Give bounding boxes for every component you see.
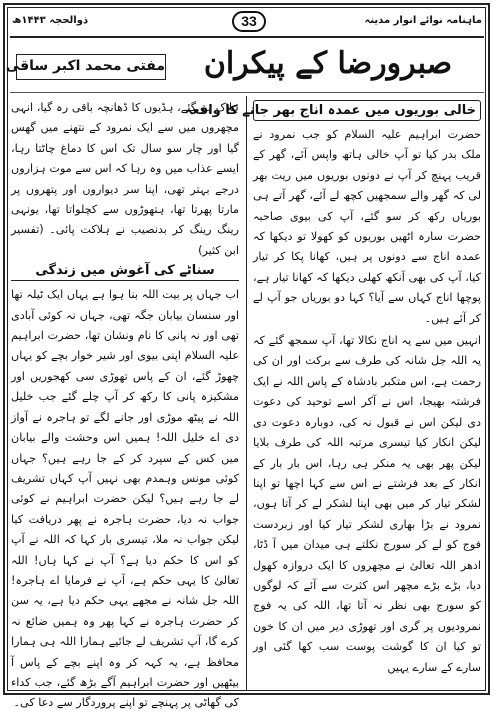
article-title: صبرورضا کے پیکران [203,46,453,81]
page-number: 33 [232,11,266,32]
left-paragraph-1: ہلاک ہو گئے، ہڈیوں کا ڈھانچہ باقی رہ گیا، انہی مچھروں میں سے ایک نمرود کے نتھنے میں گھس گیا اور چار سو سال تک اس کا دماغ چاٹتا رہا، ایسے عذاب میں وہ رہا کہ اس سے موت ہزاروں درجے بہتر تھی، اپنا سر دیواروں اور پتھروں پر مارتا پھرتا تھا، ہتھوڑوں سے کچلواتا تھا، یونہی رینگ رینگ کر بدنصیب نے ہلاکت پائی۔ (تفسیر ابن کثیر) [11,101,239,257]
magazine-name: ماہنامہ نوائے انوار مدینہ [364,15,482,26]
header-divider [10,36,484,38]
title-divider [10,92,484,93]
page-header [10,11,484,34]
author-box: مفتی محمد اکبر ساقی [16,54,166,80]
left-paragraph-2: اب جہاں پر بیت اللہ بنا ہوا ہے یہاں ایک ٹیلہ تھا اور سنسان بیابان جگہ تھی، جہاں نہ کوئی آبادی تھی اور نہ پانی کا نام ونشان تھا، حضرت ابراہیم علیہ السلام اپنی بیوی اور شیر خوار بچے کو یہاں چھوڑ گئے، ان کے پاس تھوڑی سی کھجوریں اور مشکیزہ پانی کا رکھ کر آپ چلے گئے جب خلیل اللہ نے پیٹھ موڑی اور جانے لگے تو ہاجرہ نے آواز دی اے خلیل اللہ! ہمیں اس وحشت والے بیابان میں کس کے سپرد کر کے جا رہے ہیں؟ جہاں کوئی مونس وہمدم بھی نہیں آپ کہاں تشریف لے جا رہے ہیں؟ لیکن حضرت ابراہیم نے کوئی جواب نہ دیا، حضرت ہاجرہ نے پھر دریافت کیا لیکن جواب نہ ملا، تیسری بار کہا کہ اللہ نے آپ کو اس کا حکم دیا ہے؟ آپ نے کہا ہاں! اللہ تعالیٰ کا یہی حکم ہے، آپ نے فرمایا اے ہاجرہ! اللہ جل شانہ نے مجھے یہی حکم دیا ہے، یہ سن کر حضرت ہاجرہ نے کہا پھر وہ ہمیں ضائع نہ کرے گا، آپ تشریف لے جائیے ہمارا اللہ ہی ہمارا محافظ ہے، یہ کہہ کر وہ اپنے بچے کے پاس آ بیٹھیں اور حضرت ابراہیم آگے بڑھ گئے، جب کداء کی گھاٹی پر پہنچے تو اپنے پروردگار سے دعا کی۔ [11,288,239,710]
right-column [184,98,481,686]
issue-date: ذوالحجہ ۱۴۴۳ھ [12,15,89,26]
left-column [11,98,239,710]
column-divider [246,96,247,690]
article-title-zone [5,44,484,90]
left-subheading: سناٹے کی آغوش میں زندگی [11,263,239,281]
right-paragraph-1: حضرت ابراہیم علیہ السلام کو جب نمرود نے ملک بدر کیا تو آپ خالی ہاتھ واپس آئے، گھر کے قریب پہنچ کر آپ نے دونوں بوریوں میں ریت بھر لی کہ گھر والے سمجھیں کچھ لے آئے، گھر آتے ہی بوریاں رکھ کر سو گئے، آپ کی بیوی صاحبہ حضرت سارہ اٹھیں بوریوں کو کھولا تو دیکھا کہ عمدہ اناج سے دونوں پر ہیں، کھانا پکا کر تیار کیا، آپ کی بھی آنکھ کھلی دیکھا کہ کھانا تیار ہے، پوچھا اناج کہاں سے آیا؟ کہا دو بوریاں جو آپ لے کر آئے ہیں۔ [253,128,481,325]
right-paragraph-2: انہیں میں سے یہ اناج نکالا تھا، آپ سمجھ گئے کہ یہ اللہ جل شانہ کی طرف سے برکت اور ان کی رحمت ہے، اس متکبر بادشاہ کے پاس اللہ نے ایک فرشتہ بھیجا، اس نے آکر اسے توحید کی دعوت دی لیکن اس نے قبول نہ کی، دوبارہ دعوت دی لیکن انکار کیا تیسری مرتبہ اللہ کی طرف بلایا لیکن پھر بھی یہ منکر ہی رہا، اس بار بار کے انکار کے بعد فرشتے نے اس سے کہا اچھا تو اپنا لشکر تیار کر میں بھی اپنا لشکر لے کر آتا ہوں، نمرود نے بڑا بھاری لشکر تیار کیا اور زبردست فوج کو لے کر سورج نکلتے ہی میدان میں آ ڈٹا، ادھر اللہ تعالیٰ نے مچھروں کا ایک دروازہ کھول دیا، بڑے بڑے مچھر اس کثرت سے آئے کہ لوگوں کو سورج بھی نظر نہ آتا تھا، اللہ کی یہ فوج نمرودیوں پر گری اور تھوڑی دیر میں ان کا خون تو کیا ان کا گوشت پوست سب کھا گئی اور سارے کے سارے یہیں [253,334,481,674]
right-subheading: خالی بوریوں میں عمدہ اناج بھر جانے کا واقعہ [253,100,481,121]
